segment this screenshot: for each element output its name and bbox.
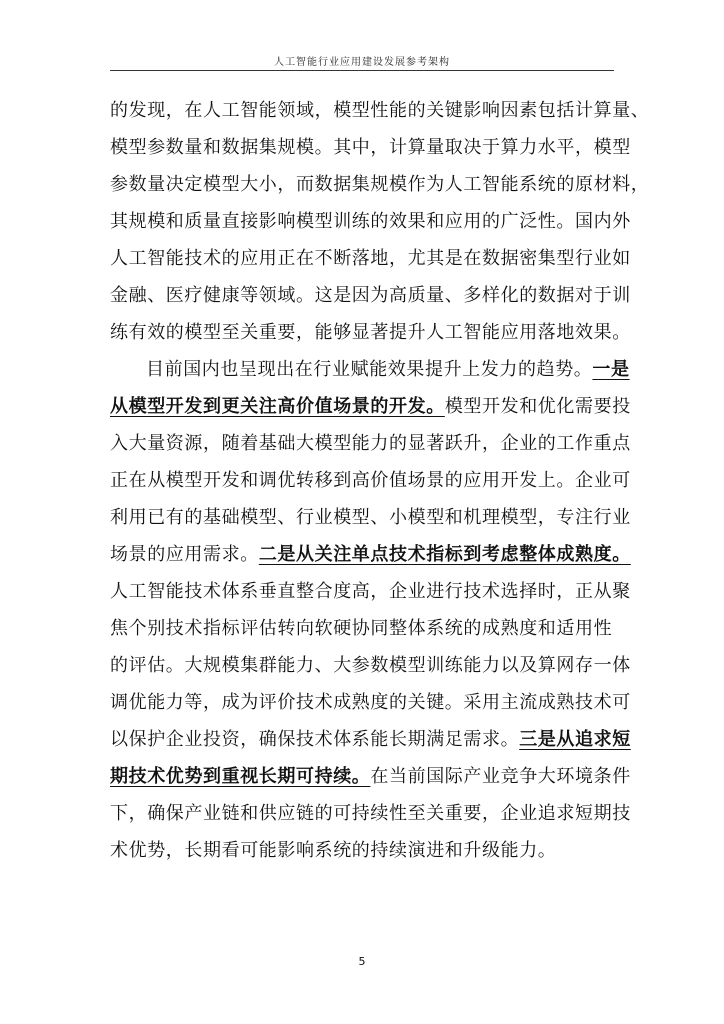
text-line (110, 647, 631, 684)
key-point-highlight: 从模型开发到更关注高价值场景的开发。 (110, 396, 445, 417)
text-run: 正在从模型开发和调优转移到高价值场景的应用开发上。企业可 (110, 470, 631, 491)
text-line (110, 351, 630, 388)
text-run: 的发现，在人工智能领域，模型性能的关键影响因素包括计算量、 (110, 100, 650, 121)
text-run: 人工智能技术的应用正在不断落地，尤其是在数据密集型行业如 (110, 248, 631, 269)
text-line (110, 166, 650, 203)
page-number: 5 (358, 955, 366, 968)
text-line (110, 721, 631, 758)
key-point-highlight: 期技术优势到重视长期可持续。 (110, 766, 371, 787)
text-line (110, 758, 631, 795)
text-run: 金融、医疗健康等领域。这是因为高质量、多样化的数据对于训 (110, 285, 631, 306)
text-run: 入大量资源，随着基础大模型能力的显著跃升，企业的工作重点 (110, 433, 631, 454)
text-run: 参数量决定模型大小，而数据集规模作为人工智能系统的原材料， (110, 174, 650, 195)
text-line (110, 240, 631, 277)
text-run: 以保护企业投资，确保技术体系能长期满足需求。 (110, 729, 520, 750)
text-run: 目前国内也呈现出在行业赋能效果提升上发力的趋势。 (146, 359, 593, 380)
text-line (110, 425, 631, 462)
header-divider (110, 70, 614, 71)
text-run: 人工智能技术体系垂直整合度高，企业进行技术选择时，正从聚 (110, 581, 631, 602)
text-run: 术优势，长期看可能影响系统的持续演进和升级能力。 (110, 840, 557, 861)
text-run: 在当前国际产业竞争大环境条件 (370, 766, 631, 787)
text-line (110, 684, 631, 721)
text-line (110, 462, 631, 499)
text-line (110, 314, 631, 351)
text-line (110, 795, 631, 832)
text-line (110, 536, 631, 573)
text-line (110, 203, 631, 240)
body-text (110, 92, 650, 869)
text-run: 练有效的模型至关重要，能够显著提升人工智能应用落地效果。 (110, 322, 631, 343)
key-point-highlight: 三是从追求短 (519, 729, 631, 750)
text-line (110, 277, 631, 314)
key-point-highlight: 二是从关注单点技术指标到考虑整体成熟度。 (258, 544, 631, 565)
text-line (110, 573, 631, 610)
text-line (110, 92, 650, 129)
text-run: 焦个别技术指标评估转向软硬协同整体系统的成熟度和适用性 (110, 618, 613, 639)
text-line (110, 832, 614, 869)
text-run: 其规模和质量直接影响模型训练的效果和应用的广泛性。国内外 (110, 211, 631, 232)
text-line (110, 610, 614, 647)
text-run: 场景的应用需求。 (110, 544, 259, 565)
paragraph-1 (110, 92, 650, 351)
text-run: 利用已有的基础模型、行业模型、小模型和机理模型，专注行业 (110, 507, 631, 528)
text-line (110, 388, 631, 425)
text-run: 模型参数量和数据集规模。其中，计算量取决于算力水平，模型 (110, 137, 631, 158)
text-line (110, 499, 631, 536)
text-line (110, 129, 631, 166)
paragraph-2 (110, 351, 631, 869)
running-header: 人工智能行业应用建设发展参考架构 (274, 57, 450, 68)
text-run: 模型开发和优化需要投 (444, 396, 631, 417)
text-run: 的评估。大规模集群能力、大参数模型训练能力以及算网存一体 (110, 655, 631, 676)
text-run: 下，确保产业链和供应链的可持续性至关重要，企业追求短期技 (110, 803, 631, 824)
text-run: 调优能力等，成为评价技术成熟度的关键。采用主流成熟技术可 (110, 692, 631, 713)
key-point-highlight: 一是 (592, 359, 630, 380)
